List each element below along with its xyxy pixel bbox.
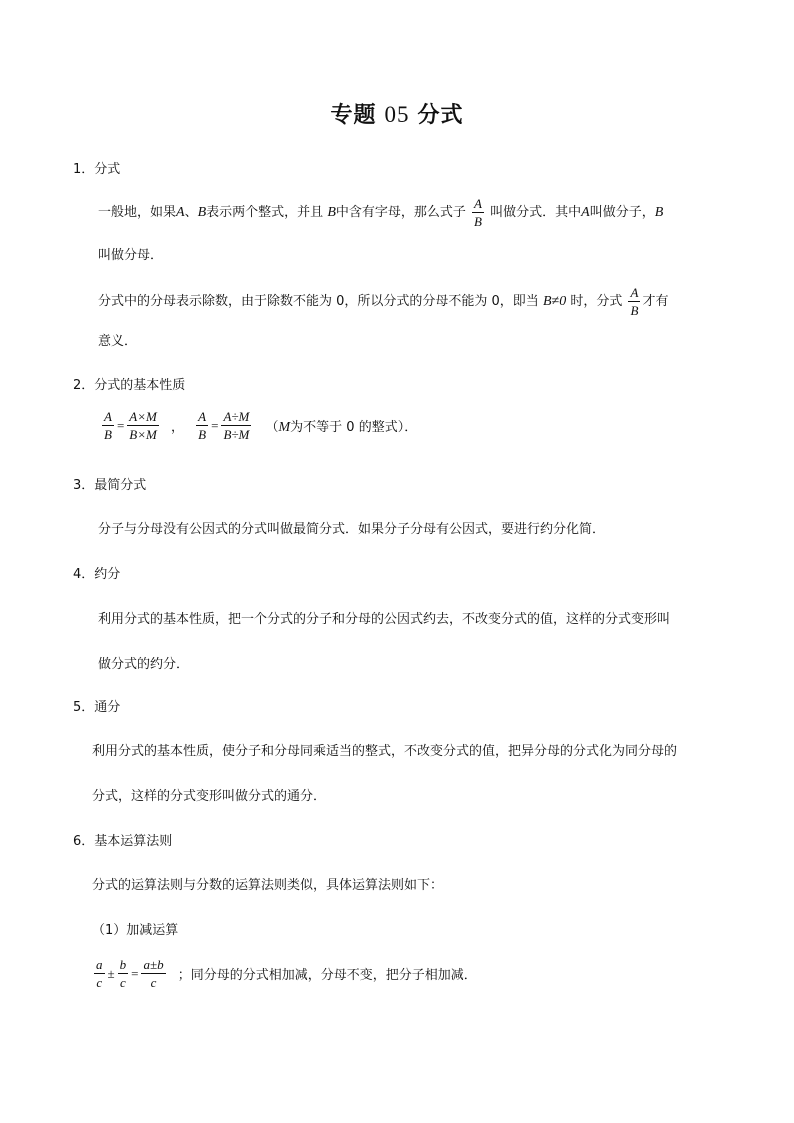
formula-2-left: $\frac{A}{B}$ xyxy=(198,409,207,442)
fraction-b-over-c: $\frac{b}{c}$ xyxy=(119,957,127,990)
title-prefix: 专题 xyxy=(330,102,377,128)
fraction-a-over-c: $\frac{a}{c}$ xyxy=(96,957,103,990)
section-4-paragraph-1: 利用分式的基本性质，把一个分式的分子和分母的公因式约去，不改变分式的值，这样的分式变形叫 xyxy=(98,612,671,627)
formula-note: （M为不等于 0 的整式）． xyxy=(265,419,418,435)
section-6-paragraph: 分式的运算法则与分数的运算法则类似，具体运算法则如下： xyxy=(92,878,444,893)
title-number: 05 xyxy=(384,102,410,127)
add-subtract-formula: $\frac{a}{c}$ ± $\frac{b}{c}$ = $\frac{a\pm b}{c}$ ；同分母的分式相加减，分母不变，把分子相加减． xyxy=(96,957,477,990)
section-6-heading: 6．基本运算法则 xyxy=(73,834,173,849)
section-4-heading: 4．约分 xyxy=(73,567,121,582)
formula-1-left: $\frac{A}{B}$ xyxy=(104,409,112,442)
section-5-paragraph-2: 分式，这样的分式变形叫做分式的通分． xyxy=(92,789,327,804)
fraction-a-over-b-2: $\frac{A}{B}$ xyxy=(630,285,639,318)
fraction-result: $\frac{a\pm b}{c}$ xyxy=(143,957,164,990)
section-5-paragraph-1: 利用分式的基本性质，使分子和分母同乘适当的整式，不改变分式的值，把异分母的分式化为同分母的 xyxy=(92,744,678,759)
basic-property-formulas: $\frac{A}{B}$ = $\frac{A\times M}{B\times M}$ ， $\frac{A}{B}$ = $\frac{A\div M}{B\div M}$ （M为不等于 0 的整式）． xyxy=(104,409,418,442)
section-5-heading: 5．通分 xyxy=(73,700,121,715)
section-1-paragraph-2-cont: 意义． xyxy=(98,334,138,349)
formula-2-right: $\frac{A\div M}{B\div M}$ xyxy=(223,409,250,442)
section-2-heading: 2．分式的基本性质 xyxy=(73,378,186,393)
fraction-a-over-b: $\frac{A}{B}$ xyxy=(474,196,482,229)
section-1-paragraph-2: 分式中的分母表示除数，由于除数不能为 0，所以分式的分母不能为 0，即当 B≠0 时，分式 $\frac{A}{B}$ 才有 xyxy=(98,285,669,318)
section-4-paragraph-2: 做分式的约分． xyxy=(98,657,190,672)
section-1-paragraph-1-cont: 叫做分母． xyxy=(98,248,164,263)
section-1-paragraph-1: 一般地，如果A、B表示两个整式，并且 B中含有字母，那么式子 $\frac{A}{B}$ 叫做分式．其中A叫做分子，B xyxy=(98,196,664,229)
title-suffix: 分式 xyxy=(417,102,464,128)
add-subtract-rule: ；同分母的分式相加减，分母不变，把分子相加减． xyxy=(177,968,477,983)
section-1-heading: 1．分式 xyxy=(73,162,121,177)
section-3-heading: 3．最简分式 xyxy=(73,478,147,493)
section-6-subheading-1: （1）加减运算 xyxy=(92,923,179,938)
formula-1-right: $\frac{A\times M}{B\times M}$ xyxy=(129,409,157,442)
section-3-paragraph: 分子与分母没有公因式的分式叫做最简分式．如果分子分母有公因式，要进行约分化简． xyxy=(98,522,606,537)
page-title xyxy=(0,98,794,129)
